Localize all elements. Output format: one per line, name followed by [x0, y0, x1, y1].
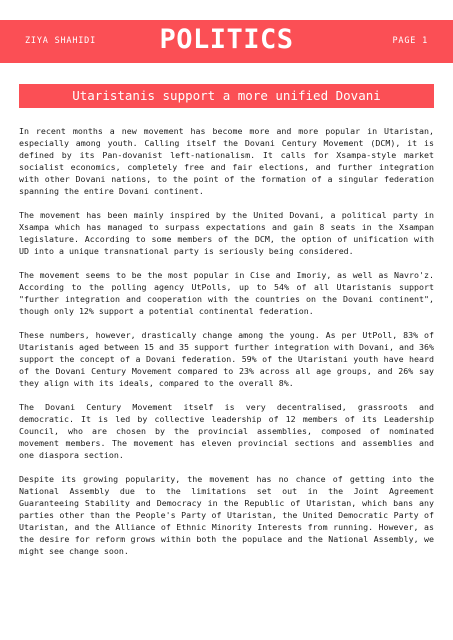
- page-number: PAGE 1: [392, 36, 428, 46]
- article-paragraph-5: The Dovani Century Movement itself is very decentralised, grassroots and democratic. It is led by collective leadership of 12 members of its Leadership Council, who are chosen by the provincial assemblies, composed of nominated movement members. The movement has eleven provincial sections and assemblies and one diaspora section.: [19, 402, 434, 460]
- article-paragraph-6: Despite its growing popularity, the movement has no chance of getting into the National Assembly due to the limitations set out in the Joint Agreement Guaranteeing Stability and Democracy in the Republic of Utaristan, which bans any parties other than the People's Party of Utaristan, the United Democratic Party of Utaristan, and the Alliance of Ethnic Minority Interests from running. However, as the desire for reform grows within both the populace and the National Assembly, we might see change soon.: [19, 474, 434, 556]
- article-body: [19, 125, 434, 569]
- section-title: POLITICS: [159, 24, 294, 55]
- article-paragraph-2: The movement has been mainly inspired by the United Dovani, a political party in Xsampa which has managed to surpass expectations and gain 8 seats in the Xsampan legislature. According to some members of the DCM, the option of unification with UD into a unique transnational party is seriously being considered.: [19, 210, 434, 256]
- article-headline: Utaristanis support a more unified Dovani: [19, 84, 434, 108]
- article-paragraph-1: In recent months a new movement has become more and more popular in Utaristan, especially among youth. Calling itself the Dovani Century Movement (DCM), it is defined by its Pan-dovanist left-nationalism. It calls for Xsampa-style market socialist economics, completely free and fair elections, and further integration with other Dovani nations, to the point of the formation of a singular federation spanning the entire Dovani continent.: [19, 126, 434, 196]
- header-bar: [0, 20, 453, 63]
- article-paragraph-3: The movement seems to be the most popular in Cise and Imoriy, as well as Navro'z. According to the polling agency UtPolls, up to 54% of all Utaristanis support "further integration and cooperation with the countries on the Dovani continent", though only 12% support a potential continental federation.: [19, 270, 434, 316]
- article-paragraph-4: These numbers, however, drastically change among the young. As per UtPoll, 83% of Utaristanis aged between 15 and 35 support further integration with Dovani, and 36% support the concept of a Dovani federation. 59% of the Utaristani youth have heard of the Dovani Century Movement compared to 23% across all age groups, and 26% say they align with its ideals, compared to the overall 8%.: [19, 330, 434, 388]
- author-name: ZIYA SHAHIDI: [25, 36, 97, 46]
